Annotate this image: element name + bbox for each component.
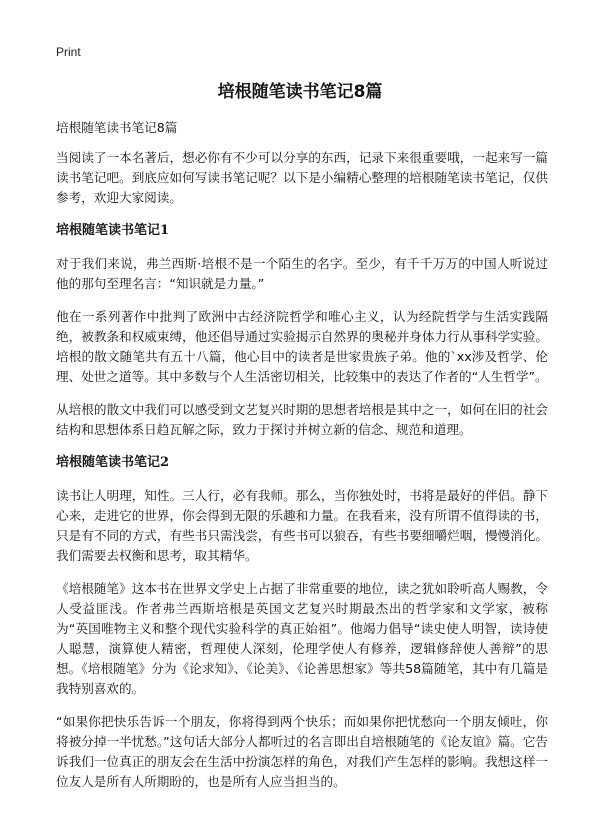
page-title: 培根随笔读书笔记8篇 [217,82,383,102]
article-body [56,118,548,805]
section-1-paragraph-1: 对于我们来说，弗兰西斯·培根不是一个陌生的名字。至少，有千千万万的中国人听说过他的那句至理名言：“知识就是力量。” [56,256,548,291]
section-2-paragraph-2: 《培根随笔》这本书在世界文学史上占据了非常重要的地位，读之犹如聆听高人赐教，令人受益匪浅。作者弗兰西斯培根是英国文艺复兴时期最杰出的哲学家和文学家，被称为“英国唯物主义和整个现代实验科学的真正始祖”。他竭力倡导“读史使人明智，读诗使人聪慧，演算使人精密，哲理使人深刻，伦理学使人有修养，逻辑修辞使人善辩”的思想。《培根随笔》分为《论求知》、《论美》、《论善思想家》等共58篇随笔，其中有几篇是我特别喜欢的。 [56,581,548,696]
section-heading-2: 培根随笔读书笔记2 [56,455,170,470]
print-link[interactable]: Print [56,45,81,59]
article-subtitle: 培根随笔读书笔记8篇 [56,120,178,135]
section-1-paragraph-3: 从培根的散文中我们可以感受到文艺复兴时期的思想者培根是其中之一，如何在旧的社会结构和思想体系日趋瓦解之际，致力于探讨并树立新的信念、规范和道理。 [56,402,548,437]
section-2-paragraph-1: 读书让人明理，知性。三人行，必有我师。那么，当你独处时，书将是最好的伴侣。静下心来，走进它的世界，你会得到无限的乐趣和力量。在我看来，没有所谓不值得读的书，只是有不同的方式，有些书只需浅尝，有些书可以狼吞，有些书要细嚼烂咽，慢慢消化。我们需要去权衡和思考，取其精华。 [56,488,548,563]
section-heading-1: 培根随笔读书笔记1 [56,223,170,238]
section-2-paragraph-3: “如果你把快乐告诉一个朋友，你将得到两个快乐；而如果你把忧愁向一个朋友倾吐，你将被分掉一半忧愁。”这句话大部分人都听过的名言即出自培根随笔的《论友谊》篇。它告诉我们一位真正的朋友会在生活中扮演怎样的角色，对我们产生怎样的影响。我想这样一位友人是所有人所期盼的，也是所有人应当担当的。 [56,714,548,789]
section-1-paragraph-2: 他在一系列著作中批判了欧洲中古经济院哲学和唯心主义，认为经院哲学与生活实践隔绝，被教条和权威束缚，他还倡导通过实验揭示自然界的奥秘并身体力行从事科学实验。培根的散文随笔共有五十八篇，他心目中的读者是世家贵族子弟。他的`xx涉及哲学、伦理、处世之道等。其中多数与个人生活密切相关，比较集中的表达了作者的“人生哲学”。 [56,309,548,384]
intro-paragraph: 当阅读了一本名著后，想必你有不少可以分享的东西，记录下来很重要哦，一起来写一篇读书笔记吧。到底应如何写读书笔记呢？以下是小编精心整理的培根随笔读书笔记，仅供参考，欢迎大家阅读。 [56,150,548,205]
